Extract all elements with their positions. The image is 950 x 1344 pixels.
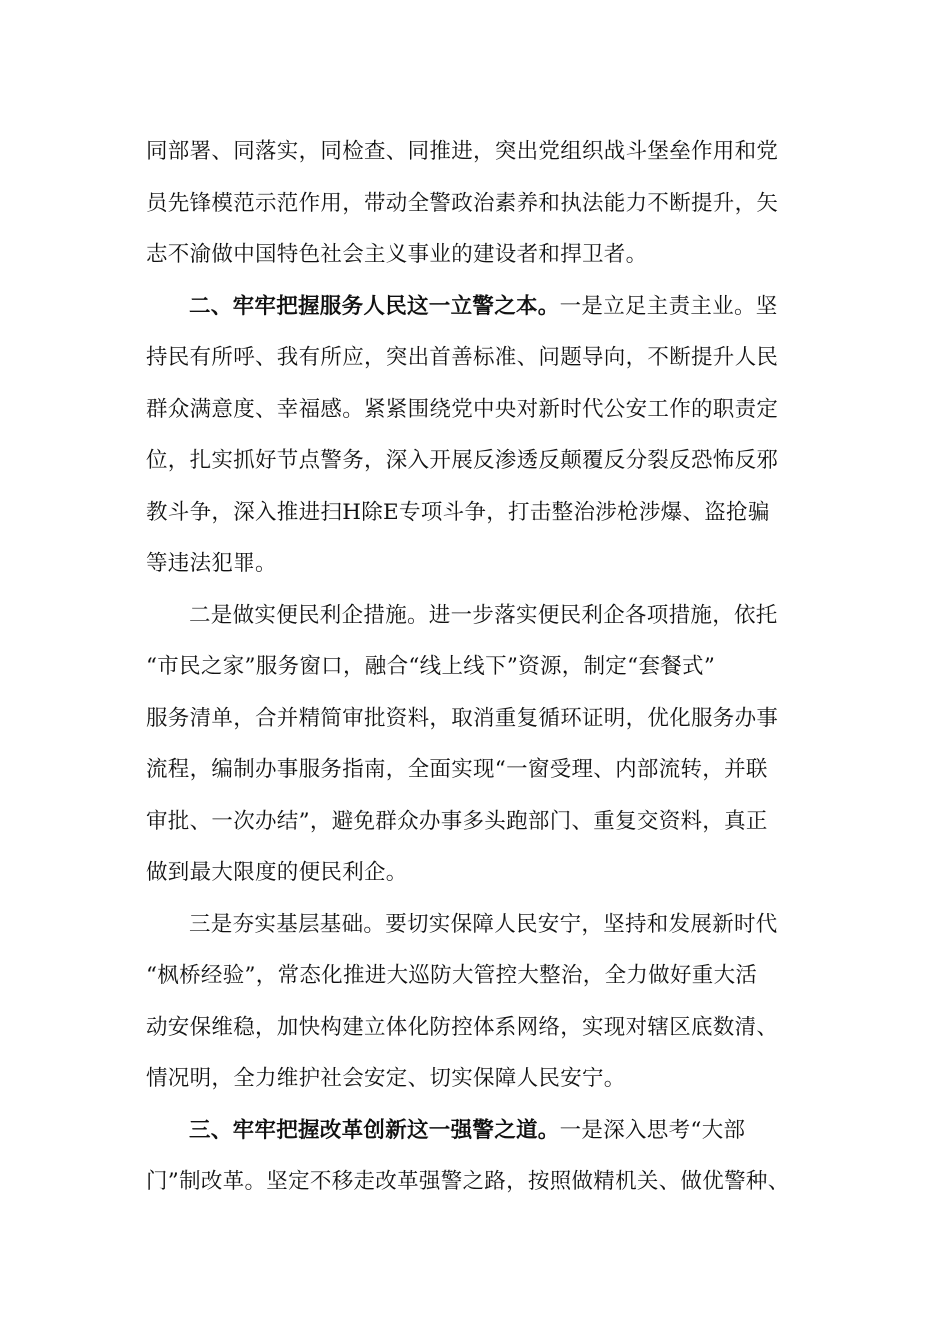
section-heading: 二、牢牢把握服务人民这一立警之本。 — [189, 293, 560, 319]
text-line: 门”制改革。坚定不移走改革强警之路，按照做精机关、做优警种、 — [146, 1169, 790, 1194]
text-line: “市民之家”服务窗口，融合“线上线下”资源，制定“套餐式” — [146, 654, 716, 679]
text-line: 服务清单，合并精简审批资料，取消重复循环证明，优化服务办事 — [146, 705, 779, 731]
text-run: 一是深入思考“大部 — [559, 1117, 746, 1143]
text-line: 审批、一次办结”，避免群众办事多头跑部门、重复交资料，真正 — [146, 808, 768, 834]
text-line: 群众满意度、幸福感。紧紧围绕党中央对新时代公安工作的职责定 — [146, 396, 779, 422]
paragraph-1 — [146, 126, 810, 281]
text-line: 等违法犯罪。 — [146, 551, 277, 576]
text-run: 一是立足主责主业。坚 — [559, 293, 778, 319]
text-line: 情况明，全力维护社会安定、切实保障人民安宁。 — [146, 1066, 626, 1091]
text-line: 做到最大限度的便民利企。 — [146, 860, 408, 885]
paragraph-2 — [146, 281, 810, 590]
text-line: 教斗争，深入推进扫H除E专项斗争，打击整治涉枪涉爆、盗抢骗 — [146, 499, 770, 525]
paragraph-5 — [146, 1105, 810, 1208]
text-line: 动安保维稳，加快构建立体化防控体系网络，实现对辖区底数清、 — [146, 1014, 779, 1040]
paragraph-3 — [146, 590, 810, 899]
text-line: 员先锋模范示范作用，带动全警政治素养和执法能力不断提升，矢 — [146, 190, 779, 216]
text-line: 位，扎实抓好节点警务，深入开展反渗透反颠覆反分裂反恐怖反邪 — [146, 448, 779, 473]
text-line — [146, 1105, 810, 1157]
document-body — [146, 126, 810, 1208]
text-line: 流程，编制办事服务指南，全面实现“一窗受理、内部流转，并联 — [146, 757, 768, 782]
text-line: 持民有所呼、我有所应，突出首善标准、问题导向，不断提升人民 — [146, 345, 779, 370]
text-line: 三是夯实基层基础。要切实保障人民安宁，坚持和发展新时代 — [189, 911, 778, 937]
paragraph-4 — [146, 899, 810, 1105]
text-line: 二是做实便民利企措施。进一步落实便民利企各项措施，依托 — [189, 602, 778, 628]
text-line — [146, 281, 810, 333]
section-heading: 三、牢牢把握改革创新这一强警之道。 — [189, 1117, 560, 1143]
text-line: “枫桥经验”，常态化推进大巡防大管控大整治，全力做好重大活 — [146, 963, 758, 988]
text-line: 志不渝做中国特色社会主义事业的建设者和捍卫者。 — [146, 242, 648, 267]
text-line: 同部署、同落实，同检查、同推进，突出党组织战斗堡垒作用和党 — [146, 139, 779, 164]
